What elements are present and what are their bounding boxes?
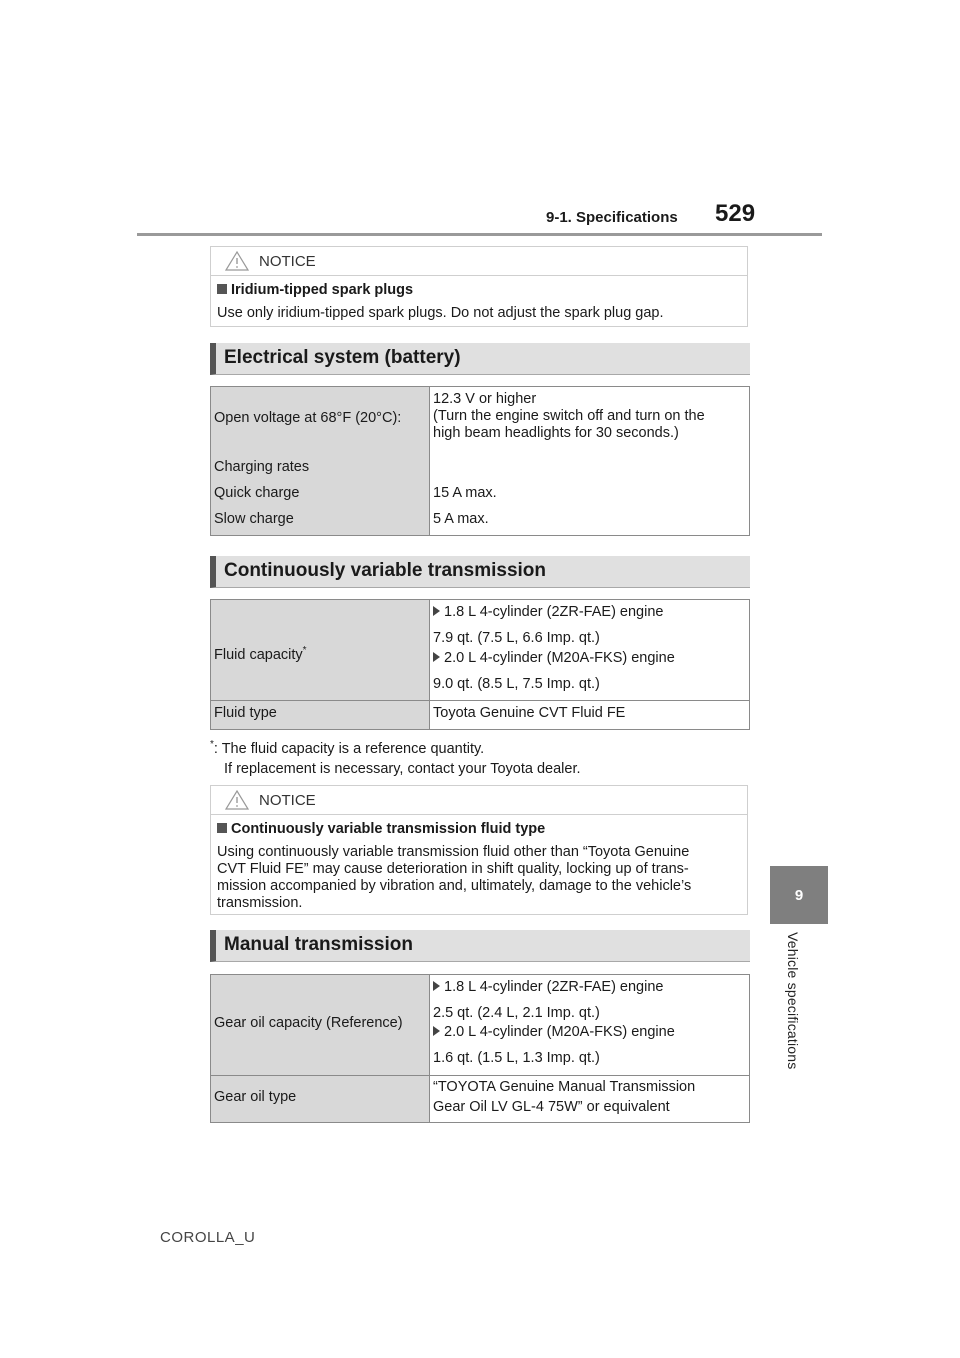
square-bullet-icon — [217, 823, 227, 833]
triangle-bullet-icon — [433, 652, 440, 662]
fluid-type-label: Fluid type — [214, 705, 277, 721]
section-heading-cvt — [210, 556, 750, 588]
cvt-engine-2: 2.0 L 4-cylinder (M20A-FKS) engine — [433, 650, 675, 667]
notice-title: NOTICE — [259, 792, 316, 809]
footnote: *: The fluid capacity is a reference quantity. If replacement is necessary, contact your Toyota dealer. — [210, 739, 581, 777]
notice-cvt-fluid — [210, 785, 748, 915]
notice-header — [211, 786, 747, 815]
section-heading-text: Continuously variable transmission — [224, 560, 547, 581]
fluid-type-value: Toyota Genuine CVT Fluid FE — [433, 705, 626, 721]
triangle-bullet-icon — [433, 1026, 440, 1036]
gear-oil-type-label: Gear oil type — [214, 1089, 297, 1105]
chapter-tab[interactable] — [770, 866, 828, 924]
open-voltage-value: 12.3 V or higher (Turn the engine switch off and turn on the high beam headlights for 30 seconds.) — [433, 391, 705, 441]
quick-charge-value: 15 A max. — [433, 485, 497, 501]
footer-model: COROLLA_U — [160, 1229, 256, 1246]
section-heading-electrical — [210, 343, 750, 375]
notice-text: Use only iridium-tipped spark plugs. Do not adjust the spark plug gap. — [217, 305, 664, 321]
notice-title: NOTICE — [259, 253, 316, 270]
notice-text: Using continuously variable transmission fluid other than “Toyota Genuine CVT Fluid FE” may cause deterioration in shift quality, locking up of trans- mission accompanied by vibration and, ultimately, damage to the vehicle’s transmission. — [217, 844, 692, 911]
cvt-table — [210, 599, 750, 730]
fluid-capacity-label: Fluid capacity* — [214, 645, 307, 663]
charging-rates-label: Charging rates — [214, 459, 310, 475]
square-bullet-icon — [217, 284, 227, 294]
chapter-number: 9 — [794, 886, 804, 904]
triangle-bullet-icon — [433, 981, 440, 991]
section-heading-text: Manual transmission — [224, 934, 413, 955]
open-voltage-label: Open voltage at 68°F (20°C): — [214, 410, 402, 426]
manual-table — [210, 974, 750, 1123]
cvt-value-1: 7.9 qt. (7.5 L, 6.6 Imp. qt.) — [433, 630, 600, 646]
warning-icon — [225, 790, 249, 810]
slow-charge-value: 5 A max. — [433, 511, 489, 527]
manual-engine-1: 1.8 L 4-cylinder (2ZR-FAE) engine — [433, 979, 663, 996]
section-title: 9-1. Specifications — [546, 209, 678, 226]
electrical-table — [210, 386, 750, 536]
manual-value-1: 2.5 qt. (2.4 L, 2.1 Imp. qt.) — [433, 1005, 600, 1021]
notice-header — [211, 247, 747, 276]
gear-oil-type-value: “TOYOTA Genuine Manual Transmission Gear Oil LV GL-4 75W” or equivalent — [433, 1079, 696, 1115]
section-heading-text: Electrical system (battery) — [224, 347, 461, 368]
notice-subtitle: Iridium-tipped spark plugs — [231, 282, 414, 298]
manual-value-2: 1.6 qt. (1.5 L, 1.3 Imp. qt.) — [433, 1050, 600, 1066]
manual-engine-2: 2.0 L 4-cylinder (M20A-FKS) engine — [433, 1024, 675, 1041]
cvt-value-2: 9.0 qt. (8.5 L, 7.5 Imp. qt.) — [433, 676, 600, 692]
warning-icon — [225, 251, 249, 271]
gear-oil-capacity-label: Gear oil capacity (Reference) — [214, 1015, 403, 1031]
cvt-engine-1: 1.8 L 4-cylinder (2ZR-FAE) engine — [433, 604, 663, 621]
quick-charge-label: Quick charge — [214, 485, 300, 501]
page-number: 529 — [715, 200, 756, 227]
slow-charge-label: Slow charge — [214, 511, 294, 527]
chapter-label: Vehicle specifications — [785, 932, 801, 1070]
section-heading-manual — [210, 930, 750, 962]
notice-subtitle: Continuously variable transmission fluid type — [231, 821, 546, 837]
notice-spark-plugs — [210, 246, 748, 327]
header-rule — [137, 233, 822, 236]
triangle-bullet-icon — [433, 606, 440, 616]
